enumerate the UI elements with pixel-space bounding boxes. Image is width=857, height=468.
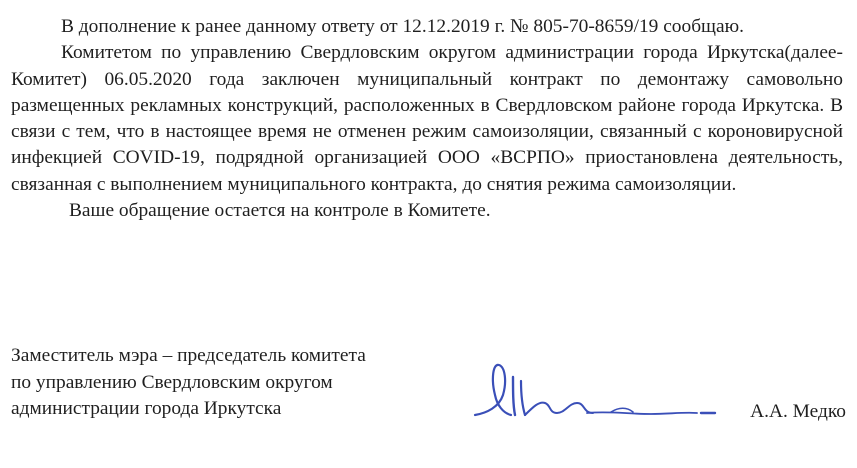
signer-title <box>11 343 366 423</box>
letter-body <box>11 14 843 224</box>
handwritten-signature-icon <box>469 357 719 427</box>
paragraph-intro: В дополнение к ранее данному ответу от 12.12.2019 г. № 805-70-8659/19 сообщаю. <box>61 16 744 37</box>
signature-block <box>11 343 846 443</box>
paragraph-main: Комитетом по управлению Свердловским округом администрации города Иркутска(далее-Комитет) 06.05.2020 года заключен муниципальный контракт по демонтажу самовольно размещенных рекламных конструкций, расположенных в Свердловском районе города Иркутска. В связи с тем, что в настоящее время не отменен режим самоизоляции, связанный с короновирусной инфекцией COVID-19, подрядной организацией ООО «ВСРПО» приостановлена деятельность, связанная с выполнением муниципального контракта, до снятия режима самоизоляции. <box>11 42 843 195</box>
signer-title-line: по управлению Свердловским округом <box>11 371 333 393</box>
signer-title-line: Заместитель мэра – председатель комитета <box>11 345 366 366</box>
signer-title-line: администрации города Иркутска <box>11 398 282 419</box>
paragraph-closing: Ваше обращение остается на контроле в Комитете. <box>69 200 491 222</box>
signer-name: А.А. Медко <box>750 401 846 422</box>
